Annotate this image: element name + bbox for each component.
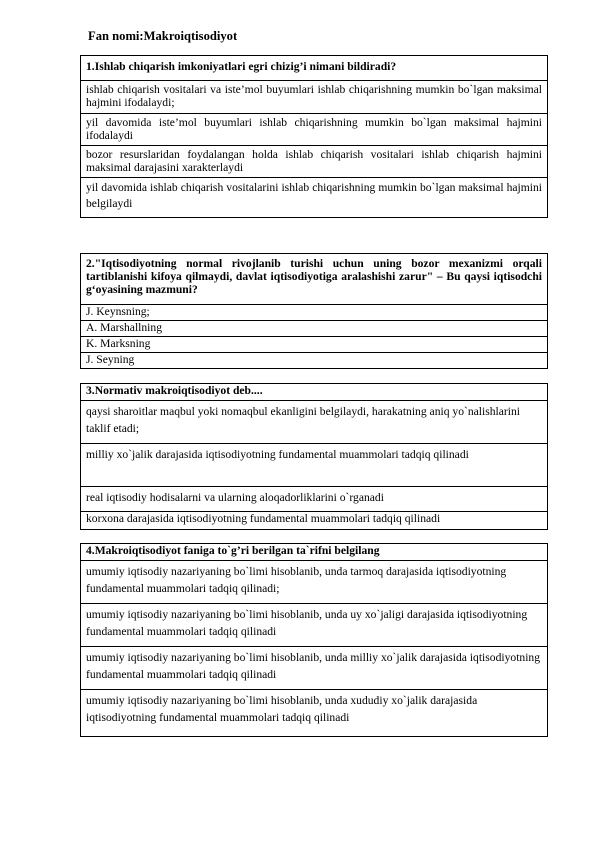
question-4-option-a[interactable]: umumiy iqtisodiy nazariyaning bo`limi hisoblanib, unda tarmoq darajasida iqtisodiyotning fundamental muammolari tadqiq qilinadi; — [81, 561, 548, 604]
question-3-title: 3.Normativ makroiqtisodiyot deb.... — [81, 384, 548, 401]
question-1-option-d[interactable]: yil davomida ishlab chiqarish vositalarini ishlab chiqarishning mumkin bo`lgan maksimal hajmini belgilaydi — [81, 178, 548, 218]
question-1-table — [80, 55, 548, 218]
question-4-option-c[interactable]: umumiy iqtisodiy nazariyaning bo`limi hisoblanib, unda milliy xo`jalik darajasida iqtisodiyotning fundamental muammolari tadqiq qilinadi — [81, 647, 548, 690]
question-3-table — [80, 383, 548, 530]
question-1-title: 1.Ishlab chiqarish imkoniyatlari egri chizig’i nimani bildiradi? — [81, 56, 548, 81]
question-4-option-d[interactable]: umumiy iqtisodiy nazariyaning bo`limi hisoblanib, unda xududiy xo`jalik darajasida iqtisodiyotning fundamental muammolari tadqiq qilinadi — [81, 690, 548, 737]
question-2-option-c[interactable]: K. Marksning — [81, 337, 548, 353]
question-2-option-a[interactable]: J. Keynsning; — [81, 305, 548, 321]
question-2-table — [80, 253, 548, 369]
question-2-option-b[interactable]: A. Marshallning — [81, 321, 548, 337]
question-3-option-d[interactable]: korxona darajasida iqtisodiyotning fundamental muammolari tadqiq qilinadi — [81, 512, 548, 530]
question-2-title: 2."Iqtisodiyotning normal rivojlanib turishi uchun uning bozor mexanizmi orqali tartiblanishi kifoya qilmaydi, davlat iqtisodiyotiga aralashishi zarur" – Bu qaysi iqtisodchi g‘oyasining mazmuni? — [81, 254, 548, 305]
question-3-option-b[interactable]: milliy xo`jalik darajasida iqtisodiyotning fundamental muammolari tadqiq qilinadi — [81, 444, 548, 487]
question-4-title: 4.Makroiqtisodiyot faniga to`g’ri berilgan ta`rifni belgilang — [81, 544, 548, 561]
page-title: Fan nomi:Makroiqtisodiyot — [88, 29, 238, 43]
question-1-option-c[interactable]: bozor resurslaridan foydalangan holda ishlab chiqarish vositalari ishlab chiqarish hajmini maksimal darajasini xarakterlaydi — [81, 146, 548, 178]
question-3-option-a[interactable]: qaysi sharoitlar maqbul yoki nomaqbul ekanligini belgilaydi, harakatning aniq yo`nalishlarini taklif etadi; — [81, 401, 548, 444]
question-2-option-d[interactable]: J. Seyning — [81, 353, 548, 369]
question-4-table — [80, 543, 548, 737]
question-1-option-a[interactable]: ishlab chiqarish vositalari va iste’mol buyumlari ishlab chiqarishning mumkin bo`lgan maksimal hajmini ifodalaydi; — [81, 81, 548, 114]
question-4-option-b[interactable]: umumiy iqtisodiy nazariyaning bo`limi hisoblanib, unda uy xo`jaligi darajasida iqtisodiyotning fundamental muammolari tadqiq qilinadi — [81, 604, 548, 647]
question-1-option-b[interactable]: yil davomida iste’mol buyumlari ishlab chiqarishning mumkin bo`lgan maksimal hajmini ifodalaydi — [81, 114, 548, 146]
question-3-option-c[interactable]: real iqtisodiy hodisalarni va ularning aloqadorliklarini o`rganadi — [81, 487, 548, 512]
